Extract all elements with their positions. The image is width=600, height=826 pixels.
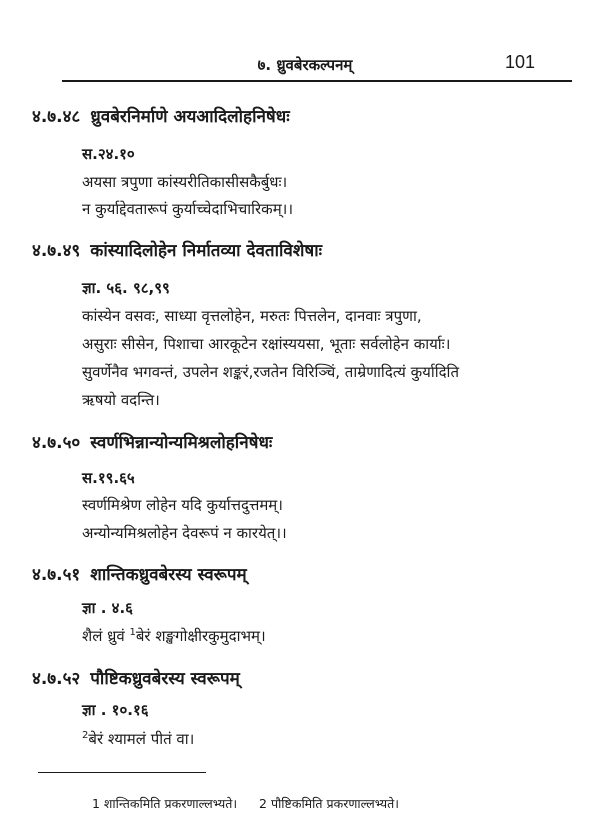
section-heading — [32, 666, 240, 689]
section-title: ध्रुवबेरनिर्माणे अयआदिलोहनिषेधः — [90, 107, 290, 127]
footnote-marker: 2 — [82, 730, 89, 741]
header-rule — [62, 80, 572, 82]
section-number: ४.७.४८ — [32, 107, 81, 127]
verse-line: सुवर्णेनैव भगवन्तं, उपलेन शङ्करं,रजतेन विरिञ्चिं, ताम्रेणादित्यं कुर्यादिति — [82, 363, 459, 381]
section-heading — [32, 562, 247, 585]
section-heading — [32, 430, 272, 453]
footnote-marker: 1 — [129, 627, 136, 638]
verse-line: अन्योन्यमिश्रलोहेन देवरूपं न कारयेत्।। — [82, 524, 287, 542]
section-number: ४.७.४९ — [32, 241, 81, 261]
section-number: ४.७.५० — [32, 433, 81, 453]
verse-line: न कुर्याद्देवतारूपं कुर्याच्चेदाभिचारिकम्।। — [82, 200, 294, 218]
chapter-title: ७. ध्रुवबेरकल्पनम् — [257, 56, 353, 74]
section-heading — [32, 238, 322, 261]
verse-line: $^2$बेरं श्यामलं पीतं वा। — [82, 730, 195, 748]
section-title: कांस्यादिलोहेन निर्मातव्या देवताविशेषाः — [90, 241, 323, 261]
section-title: स्वर्णभिन्नान्योन्यमिश्रलोहनिषेधः — [90, 433, 273, 453]
source-reference: ज्ञा. ५६. ९८,९९ — [82, 279, 170, 297]
source-reference: ज्ञा . १०.१६ — [82, 701, 149, 719]
verse-line: ऋषयो वदन्ति। — [82, 391, 160, 409]
verse-line: स्वर्णमिश्रेण लोहेन यदि कुर्यात्तदुत्तमम्। — [82, 496, 283, 514]
verse-line: शैलं ध्रुवं $^1$बेरं शङ्खगोक्षीरकुमुदाभम्। — [82, 627, 266, 645]
footnote: 1 शान्तिकमिति प्रकरणाल्लभ्यते। — [92, 796, 238, 811]
verse-line: असुराः सीसेन, पिशाचा आरकूटेन रक्षांस्ययसा, भूताः सर्वलोहेन कार्याः। — [82, 335, 451, 353]
footnotes — [92, 795, 417, 812]
section-title: पौष्टिकध्रुवबेरस्य स्वरूपम् — [90, 669, 240, 689]
verse-line: कांस्येन वसवः, साध्या वृत्तलोहेन, मरुतः पित्तलेन, दानवाः त्रपुणा, — [82, 307, 422, 325]
page-number: 101 — [505, 52, 536, 72]
source-reference: ज्ञा . ४.६ — [82, 599, 133, 617]
section-number: ४.७.५१ — [32, 565, 81, 585]
source-reference: स.१९.६५ — [82, 469, 135, 487]
section-title: शान्तिकध्रुवबेरस्य स्वरूपम् — [90, 565, 247, 585]
section-heading — [32, 104, 290, 127]
verse-line: अयसा त्रपुणा कांस्यरीतिकासीसकैर्बुधः। — [82, 173, 288, 191]
section-number: ४.७.५२ — [32, 669, 81, 689]
footnote: 2 पौष्टिकमिति प्रकरणाल्लभ्यते। — [259, 796, 400, 811]
source-reference: स.२४.१० — [82, 145, 135, 163]
footnote-rule — [38, 772, 206, 773]
